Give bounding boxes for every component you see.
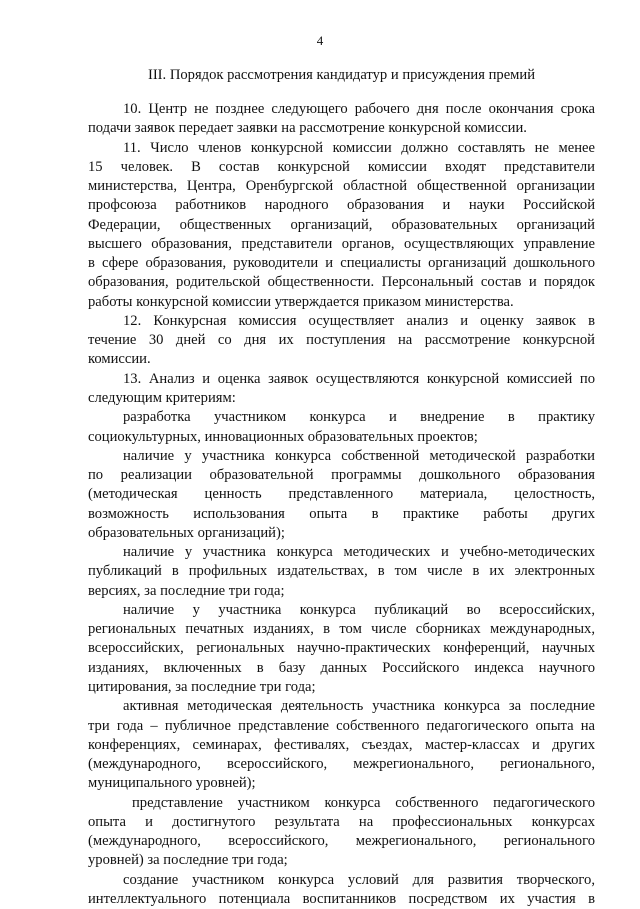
text-line: уровней) за последние три года; bbox=[88, 852, 288, 869]
text-line: три года – публичное представление собственного педагогического опыта на bbox=[88, 717, 595, 734]
text-line: опыта и достигнутого результата на профессиональных конкурсах bbox=[88, 813, 595, 830]
text-line: возможность использования опыта в практике работы других bbox=[88, 505, 595, 522]
text-line: публикаций в профильных издательствах, в том числе в их электронных bbox=[88, 563, 595, 580]
text-line: конференциях, семинарах, фестивалях, съездах, мастер-классах и других bbox=[88, 736, 595, 753]
text-line: образовательных организаций); bbox=[88, 524, 285, 541]
text-line: создание участником конкурса условий для развития творческого, bbox=[123, 871, 595, 888]
text-line: образования, родительской общественности. Персональный состав и порядок bbox=[88, 274, 595, 291]
text-line: профсоюза работников народного образования и науки Российской bbox=[88, 197, 595, 214]
document-body bbox=[88, 100, 595, 909]
text-line: цитирования, за последние три года; bbox=[88, 678, 316, 695]
text-line: интеллектуального потенциала воспитанников посредством их участия в bbox=[88, 890, 595, 907]
text-line: работы конкурсной комиссии утверждается приказом министерства. bbox=[88, 293, 514, 310]
text-line: версиях, за последние три года; bbox=[88, 582, 285, 599]
text-line: наличие у участника конкурса публикаций во всероссийских, bbox=[123, 601, 595, 618]
text-line: 15 человек. В состав конкурсной комиссии входят представители bbox=[88, 158, 595, 175]
text-line: разработка участником конкурса и внедрение в практику bbox=[123, 409, 595, 426]
text-line: представление участником конкурса собственного педагогического bbox=[132, 794, 595, 811]
text-line: наличие у участника конкурса методических и учебно-методических bbox=[123, 544, 595, 561]
text-line: следующим критериям: bbox=[88, 389, 236, 406]
text-line: (методическая ценность представленного материала, целостность, bbox=[88, 486, 595, 503]
text-line: подачи заявок передает заявки на рассмотрение конкурсной комиссии. bbox=[88, 120, 527, 137]
text-line: региональных печатных изданиях, в том числе сборниках международных, bbox=[88, 621, 595, 638]
text-line: (международного, всероссийского, межрегионального, регионального, bbox=[88, 756, 595, 773]
section-title: III. Порядок рассмотрения кандидатур и присуждения премий bbox=[147, 67, 536, 83]
text-line: течение 30 дней со дня их поступления на рассмотрение конкурсной bbox=[88, 332, 595, 349]
text-line: социокультурных, инновационных образовательных проектов; bbox=[88, 428, 478, 445]
text-line: высшего образования, представители органов, осуществляющих управление bbox=[88, 235, 595, 252]
text-line: в сфере образования, руководители и специалисты организаций дошкольного bbox=[88, 255, 595, 272]
text-line: Федерации, общественных организаций, образовательных организаций bbox=[88, 216, 595, 233]
text-line: муниципального уровней); bbox=[88, 775, 256, 792]
text-line: (международного, всероссийского, межрегионального, регионального bbox=[88, 833, 595, 850]
text-line: 10. Центр не позднее следующего рабочего дня после окончания срока bbox=[123, 101, 595, 117]
text-line: активная методическая деятельность участника конкурса за последние bbox=[123, 698, 595, 715]
text-line: 12. Конкурсная комиссия осуществляет анализ и оценку заявок в bbox=[123, 312, 595, 329]
text-line: 11. Число членов конкурсной комиссии должно составлять не менее bbox=[123, 139, 595, 156]
text-line: 13. Анализ и оценка заявок осуществляются конкурсной комиссией по bbox=[123, 370, 595, 387]
text-line: наличие у участника конкурса собственной методической разработки bbox=[123, 447, 595, 464]
text-line: изданиях, включенных в базу данных Российского индекса научного bbox=[88, 659, 595, 676]
page-number: 4 bbox=[316, 33, 324, 48]
text-line: министерства, Центра, Оренбургской областной общественной организации bbox=[88, 178, 595, 195]
text-line: всероссийских, региональных научно-практических конференций, научных bbox=[88, 640, 595, 657]
text-line: по реализации образовательной программы дошкольного образования bbox=[88, 467, 595, 484]
text-line: комиссии. bbox=[88, 351, 151, 368]
